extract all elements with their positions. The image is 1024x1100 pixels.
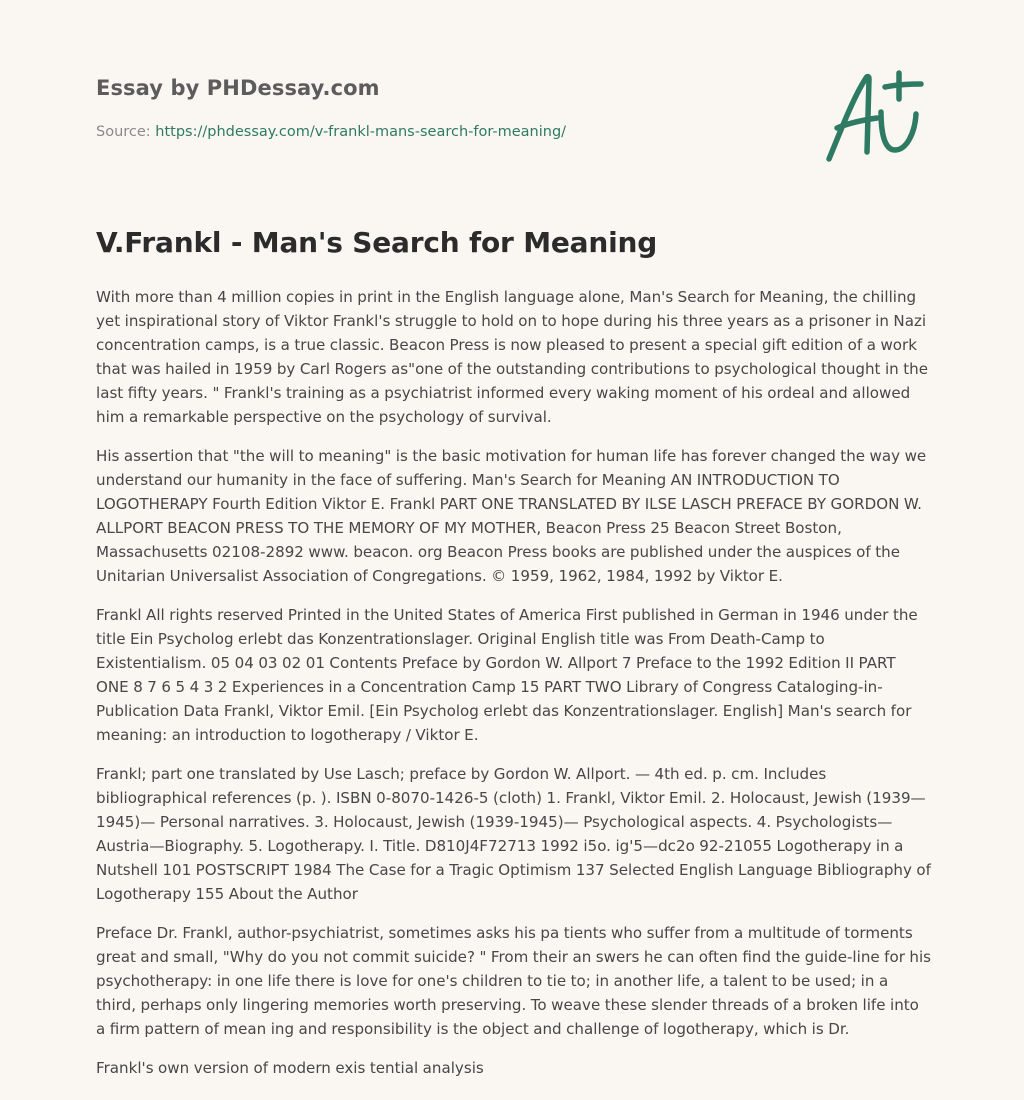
paragraph: With more than 4 million copies in print in the English language alone, Man's Search for Meaning, the chilling yet inspirational story of Viktor Frankl's struggle to hold on to hope during his three years as a prisoner in Nazi concentration camps, is a true classic. Beacon Press is now pleased to present a special gift edition of a work that was hailed in 1959 by Carl Rogers as"one of the outstanding contributions to psychological thought in the last fifty years. " Frankl's training as a psychiatrist informed every waking moment of his ordeal and allowed him a remarkable perspective on the psychology of survival. — [96, 288, 928, 426]
paragraph: Preface Dr. Frankl, author-psychiatrist, sometimes asks his pa tients who suffer from a multitude of torments great and small, "Why do you not commit suicide? " From their an swers he can often find the guide-line for his psychotherapy: in one life there is love for one's children to tie to; in another life, a talent to be used; in a third, perhaps only lingering memories worth preserving. To weave these slender threads of a broken life into a firm pattern of mean ing and responsibility is the object and challenge of logotherapy, which is Dr. — [96, 924, 932, 1038]
paragraph: Frankl; part one translated by Use Lasch; preface by Gordon W. Allport. — 4th ed. p. cm. Includes bibliographical references (p. ). ISBN 0-8070-1426-5 (cloth) 1. Frankl, Viktor Emil. 2. Holocaust, Jewish (1939—1945)— Personal narratives. 3. Holocaust, Jewish (1939-1945)— Psychological aspects. 4. Psychologists—Austria—Biography. 5. Logotherapy. I. Title. D810J4F72713 1992 i5o. ig'5—dc2o 92-21055 Logotherapy in a Nutshell 101 POSTSCRIPT 1984 The Case for a Tragic Optimism 137 Selected English Language Bibliography of Logotherapy 155 About the Author — [96, 765, 931, 903]
source-link[interactable]: https://phdessay.com/v-frankl-mans-search-for-meaning/ — [155, 124, 567, 140]
brand-title: Essay by PHDessay.com — [96, 76, 380, 100]
paragraph: Frankl's own version of modern exis tential analysis — [96, 1059, 484, 1077]
a-plus-logo-icon — [823, 68, 927, 164]
page-header — [96, 0, 932, 180]
paragraph: His assertion that "the will to meaning" is the basic motivation for human life has forever changed the way we understand our humanity in the face of suffering. Man's Search for Meaning AN INTRODUCTION TO LOGOTHERAPY Fourth Edition Viktor E. Frankl PART ONE TRANSLATED BY ILSE LASCH PREFACE BY GORDON W. ALLPORT BEACON PRESS TO THE MEMORY OF MY MOTHER, Beacon Press 25 Beacon Street Boston, Massachusetts 02108-2892 www. beacon. org Beacon Press books are published under the auspices of the Unitarian Universalist Association of Congregations. © 1959, 1962, 1984, 1992 by Viktor E. — [96, 447, 927, 585]
document-page — [96, 0, 932, 1077]
paragraph: Frankl All rights reserved Printed in the United States of America First published in German in 1946 under the title Ein Psycholog erlebt das Konzentrationslager. Original English title was From Death-Camp to Existentialism. 05 04 03 02 01 Contents Preface by Gordon W. Allport 7 Preface to the 1992 Edition II PART ONE 8 7 6 5 4 3 2 Experiences in a Concentration Camp 15 PART TWO Library of Congress Cataloging-in-Publication Data Frankl, Viktor Emil. [Ein Psycholog erlebt das Konzentrationslager. English] Man's search for meaning: an introduction to logotherapy / Viktor E. — [96, 606, 918, 744]
source-line — [96, 124, 566, 140]
article-body — [96, 285, 932, 1095]
page-title: V.Frankl - Man's Search for Meaning — [96, 226, 658, 259]
source-label: Source: — [96, 124, 156, 140]
